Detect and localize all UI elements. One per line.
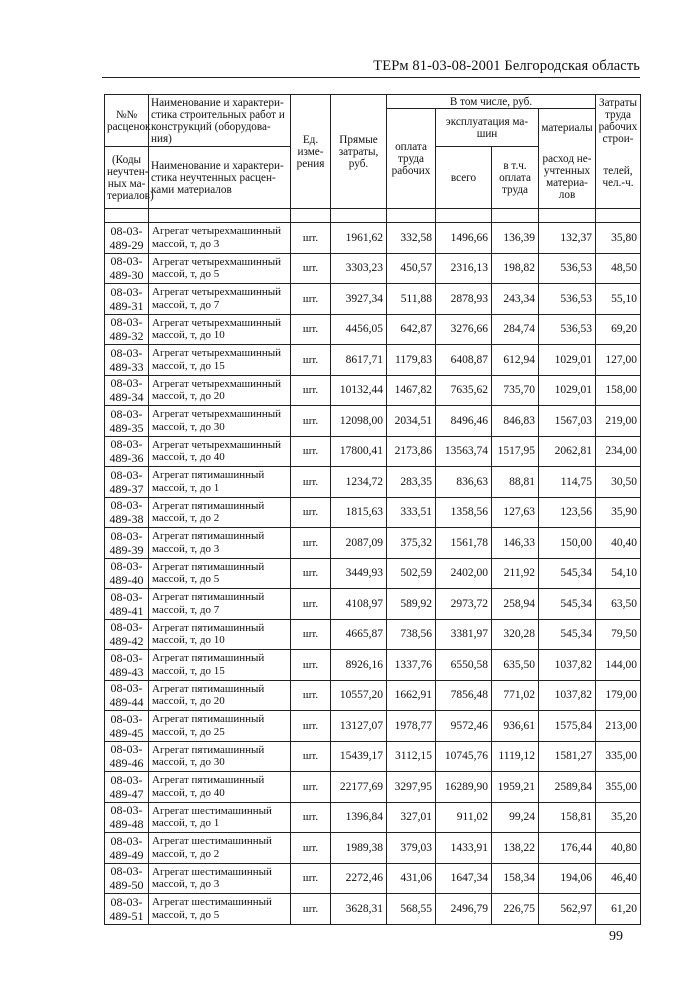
work-name-cell: Агрегат пятимашинный массой, т, до 10 bbox=[149, 619, 291, 650]
direct-costs-cell: 10132,44 bbox=[331, 375, 387, 406]
machine-pay-cell: 243,34 bbox=[492, 284, 539, 315]
worker-pay-cell: 589,92 bbox=[387, 589, 436, 620]
machine-total-cell: 16289,90 bbox=[436, 772, 492, 803]
worker-pay-cell: 1978,77 bbox=[387, 711, 436, 742]
table-row bbox=[105, 772, 641, 803]
machine-pay-cell: 258,94 bbox=[492, 589, 539, 620]
table-row bbox=[105, 223, 641, 254]
table-row bbox=[105, 558, 641, 589]
table-row bbox=[105, 680, 641, 711]
worker-pay-cell: 1337,76 bbox=[387, 650, 436, 681]
direct-costs-cell: 2272,46 bbox=[331, 863, 387, 894]
direct-costs-cell: 1234,72 bbox=[331, 467, 387, 498]
machine-total-cell: 2402,00 bbox=[436, 558, 492, 589]
machine-pay-cell: 136,39 bbox=[492, 223, 539, 254]
labor-cell: 158,00 bbox=[596, 375, 641, 406]
labor-cell: 355,00 bbox=[596, 772, 641, 803]
table-row bbox=[105, 436, 641, 467]
unit-cell: шт. bbox=[291, 223, 331, 254]
machine-total-cell: 1647,34 bbox=[436, 863, 492, 894]
machine-pay-cell: 936,61 bbox=[492, 711, 539, 742]
rate-code-cell: 08-03- 489-49 bbox=[105, 833, 149, 864]
worker-pay-cell: 738,56 bbox=[387, 619, 436, 650]
labor-cell: 63,50 bbox=[596, 589, 641, 620]
rate-code-cell: 08-03- 489-34 bbox=[105, 375, 149, 406]
rates-table bbox=[104, 94, 641, 925]
worker-pay-cell: 332,58 bbox=[387, 223, 436, 254]
header-unit: Ед. изме- рения bbox=[291, 95, 331, 209]
header-machine-total: всего bbox=[436, 147, 492, 209]
rate-code-cell: 08-03- 489-37 bbox=[105, 467, 149, 498]
work-name-cell: Агрегат пятимашинный массой, т, до 40 bbox=[149, 772, 291, 803]
direct-costs-cell: 13127,07 bbox=[331, 711, 387, 742]
table-row bbox=[105, 894, 641, 925]
work-name-cell: Агрегат четырехмашинный массой, т, до 7 bbox=[149, 284, 291, 315]
machine-total-cell: 1433,91 bbox=[436, 833, 492, 864]
machine-pay-cell: 211,92 bbox=[492, 558, 539, 589]
unit-cell: шт. bbox=[291, 284, 331, 315]
direct-costs-cell: 3628,31 bbox=[331, 894, 387, 925]
work-name-cell: Агрегат пятимашинный массой, т, до 30 bbox=[149, 741, 291, 772]
unit-cell: шт. bbox=[291, 589, 331, 620]
unit-cell: шт. bbox=[291, 802, 331, 833]
direct-costs-cell: 10557,20 bbox=[331, 680, 387, 711]
materials-cell: 132,37 bbox=[539, 223, 596, 254]
worker-pay-cell: 3112,15 bbox=[387, 741, 436, 772]
rate-code-cell: 08-03- 489-32 bbox=[105, 314, 149, 345]
header-worker-pay: оплата труда рабочих bbox=[387, 109, 436, 209]
rate-code-cell: 08-03- 489-40 bbox=[105, 558, 149, 589]
materials-cell: 150,00 bbox=[539, 528, 596, 559]
page-header-title: ТЕРм 81-03-08-2001 Белгородская область bbox=[373, 58, 640, 74]
work-name-cell: Агрегат шестимашинный массой, т, до 2 bbox=[149, 833, 291, 864]
rate-code-cell: 08-03- 489-51 bbox=[105, 894, 149, 925]
materials-cell: 536,53 bbox=[539, 284, 596, 315]
table-header bbox=[105, 95, 641, 223]
header-machine-operation: эксплуатация ма- шин bbox=[436, 109, 539, 147]
machine-total-cell: 2878,93 bbox=[436, 284, 492, 315]
labor-cell: 48,50 bbox=[596, 253, 641, 284]
direct-costs-cell: 8926,16 bbox=[331, 650, 387, 681]
unit-cell: шт. bbox=[291, 863, 331, 894]
direct-costs-cell: 15439,17 bbox=[331, 741, 387, 772]
machine-total-cell: 10745,76 bbox=[436, 741, 492, 772]
machine-total-cell: 1358,56 bbox=[436, 497, 492, 528]
worker-pay-cell: 2034,51 bbox=[387, 406, 436, 437]
materials-cell: 2589,84 bbox=[539, 772, 596, 803]
machine-total-cell: 7635,62 bbox=[436, 375, 492, 406]
unit-cell: шт. bbox=[291, 436, 331, 467]
rate-code-cell: 08-03- 489-35 bbox=[105, 406, 149, 437]
materials-cell: 536,53 bbox=[539, 314, 596, 345]
machine-pay-cell: 284,74 bbox=[492, 314, 539, 345]
header-materials-unaccounted: расход не- учтенных материа- лов bbox=[539, 147, 596, 209]
labor-cell: 30,50 bbox=[596, 467, 641, 498]
materials-cell: 176,44 bbox=[539, 833, 596, 864]
worker-pay-cell: 431,06 bbox=[387, 863, 436, 894]
labor-cell: 144,00 bbox=[596, 650, 641, 681]
unit-cell: шт. bbox=[291, 650, 331, 681]
unit-cell: шт. bbox=[291, 711, 331, 742]
worker-pay-cell: 568,55 bbox=[387, 894, 436, 925]
unit-cell: шт. bbox=[291, 741, 331, 772]
machine-total-cell: 911,02 bbox=[436, 802, 492, 833]
table-row bbox=[105, 375, 641, 406]
table-row bbox=[105, 345, 641, 376]
materials-cell: 1029,01 bbox=[539, 375, 596, 406]
table-row bbox=[105, 528, 641, 559]
work-name-cell: Агрегат шестимашинный массой, т, до 5 bbox=[149, 894, 291, 925]
materials-cell: 1037,82 bbox=[539, 650, 596, 681]
header-spacer-row bbox=[105, 209, 641, 223]
rate-code-cell: 08-03- 489-45 bbox=[105, 711, 149, 742]
unit-cell: шт. bbox=[291, 680, 331, 711]
rate-code-cell: 08-03- 489-50 bbox=[105, 863, 149, 894]
work-name-cell: Агрегат пятимашинный массой, т, до 5 bbox=[149, 558, 291, 589]
work-name-cell: Агрегат пятимашинный массой, т, до 15 bbox=[149, 650, 291, 681]
machine-total-cell: 13563,74 bbox=[436, 436, 492, 467]
direct-costs-cell: 3449,93 bbox=[331, 558, 387, 589]
unit-cell: шт. bbox=[291, 558, 331, 589]
machine-pay-cell: 846,83 bbox=[492, 406, 539, 437]
table-row bbox=[105, 589, 641, 620]
machine-pay-cell: 771,02 bbox=[492, 680, 539, 711]
materials-cell: 1581,27 bbox=[539, 741, 596, 772]
rate-code-cell: 08-03- 489-29 bbox=[105, 223, 149, 254]
worker-pay-cell: 3297,95 bbox=[387, 772, 436, 803]
work-name-cell: Агрегат шестимашинный массой, т, до 3 bbox=[149, 863, 291, 894]
table-body bbox=[105, 223, 641, 925]
machine-total-cell: 9572,46 bbox=[436, 711, 492, 742]
worker-pay-cell: 333,51 bbox=[387, 497, 436, 528]
unit-cell: шт. bbox=[291, 528, 331, 559]
materials-cell: 1029,01 bbox=[539, 345, 596, 376]
header-direct-costs: Прямые затраты, руб. bbox=[331, 95, 387, 209]
labor-cell: 69,20 bbox=[596, 314, 641, 345]
machine-pay-cell: 88,81 bbox=[492, 467, 539, 498]
rate-code-cell: 08-03- 489-44 bbox=[105, 680, 149, 711]
direct-costs-cell: 3303,23 bbox=[331, 253, 387, 284]
materials-cell: 545,34 bbox=[539, 589, 596, 620]
machine-pay-cell: 612,94 bbox=[492, 345, 539, 376]
machine-total-cell: 6550,58 bbox=[436, 650, 492, 681]
direct-costs-cell: 1815,63 bbox=[331, 497, 387, 528]
materials-cell: 545,34 bbox=[539, 558, 596, 589]
work-name-cell: Агрегат четырехмашинный массой, т, до 20 bbox=[149, 375, 291, 406]
work-name-cell: Агрегат пятимашинный массой, т, до 20 bbox=[149, 680, 291, 711]
machine-total-cell: 3381,97 bbox=[436, 619, 492, 650]
machine-pay-cell: 1517,95 bbox=[492, 436, 539, 467]
rate-code-cell: 08-03- 489-43 bbox=[105, 650, 149, 681]
table-row bbox=[105, 406, 641, 437]
rate-code-cell: 08-03- 489-31 bbox=[105, 284, 149, 315]
table-row bbox=[105, 497, 641, 528]
work-name-cell: Агрегат четырехмашинный массой, т, до 30 bbox=[149, 406, 291, 437]
rate-code-cell: 08-03- 489-47 bbox=[105, 772, 149, 803]
labor-cell: 219,00 bbox=[596, 406, 641, 437]
work-name-cell: Агрегат пятимашинный массой, т, до 25 bbox=[149, 711, 291, 742]
table-row bbox=[105, 253, 641, 284]
header-materials: материалы bbox=[539, 109, 596, 147]
header-labor-units: телей, чел.-ч. bbox=[596, 147, 641, 209]
labor-cell: 127,00 bbox=[596, 345, 641, 376]
header-machine-pay: в т.ч. оплата труда bbox=[492, 147, 539, 209]
labor-cell: 179,00 bbox=[596, 680, 641, 711]
direct-costs-cell: 1396,84 bbox=[331, 802, 387, 833]
work-name-cell: Агрегат пятимашинный массой, т, до 1 bbox=[149, 467, 291, 498]
labor-cell: 46,40 bbox=[596, 863, 641, 894]
machine-pay-cell: 198,82 bbox=[492, 253, 539, 284]
work-name-cell: Агрегат пятимашинный массой, т, до 2 bbox=[149, 497, 291, 528]
machine-total-cell: 836,63 bbox=[436, 467, 492, 498]
machine-total-cell: 7856,48 bbox=[436, 680, 492, 711]
labor-cell: 40,40 bbox=[596, 528, 641, 559]
labor-cell: 335,00 bbox=[596, 741, 641, 772]
machine-pay-cell: 320,28 bbox=[492, 619, 539, 650]
materials-cell: 194,06 bbox=[539, 863, 596, 894]
table-row bbox=[105, 467, 641, 498]
page-number: 99 bbox=[609, 929, 623, 944]
header-group-including: В том числе, руб. bbox=[387, 95, 596, 109]
header-code: №№ расценок bbox=[105, 95, 149, 147]
materials-cell: 158,81 bbox=[539, 802, 596, 833]
unit-cell: шт. bbox=[291, 314, 331, 345]
table-row bbox=[105, 314, 641, 345]
work-name-cell: Агрегат четырехмашинный массой, т, до 10 bbox=[149, 314, 291, 345]
worker-pay-cell: 2173,86 bbox=[387, 436, 436, 467]
table-row bbox=[105, 619, 641, 650]
materials-cell: 114,75 bbox=[539, 467, 596, 498]
direct-costs-cell: 1961,62 bbox=[331, 223, 387, 254]
rate-code-cell: 08-03- 489-39 bbox=[105, 528, 149, 559]
work-name-cell: Агрегат пятимашинный массой, т, до 7 bbox=[149, 589, 291, 620]
worker-pay-cell: 379,03 bbox=[387, 833, 436, 864]
rate-code-cell: 08-03- 489-41 bbox=[105, 589, 149, 620]
materials-cell: 536,53 bbox=[539, 253, 596, 284]
machine-pay-cell: 158,34 bbox=[492, 863, 539, 894]
materials-cell: 545,34 bbox=[539, 619, 596, 650]
machine-total-cell: 2496,79 bbox=[436, 894, 492, 925]
table-row bbox=[105, 802, 641, 833]
table-row bbox=[105, 284, 641, 315]
machine-pay-cell: 138,22 bbox=[492, 833, 539, 864]
machine-total-cell: 3276,66 bbox=[436, 314, 492, 345]
machine-total-cell: 1561,78 bbox=[436, 528, 492, 559]
labor-cell: 79,50 bbox=[596, 619, 641, 650]
direct-costs-cell: 4456,05 bbox=[331, 314, 387, 345]
materials-cell: 2062,81 bbox=[539, 436, 596, 467]
worker-pay-cell: 1467,82 bbox=[387, 375, 436, 406]
worker-pay-cell: 502,59 bbox=[387, 558, 436, 589]
unit-cell: шт. bbox=[291, 619, 331, 650]
machine-pay-cell: 735,70 bbox=[492, 375, 539, 406]
direct-costs-cell: 3927,34 bbox=[331, 284, 387, 315]
worker-pay-cell: 283,35 bbox=[387, 467, 436, 498]
direct-costs-cell: 22177,69 bbox=[331, 772, 387, 803]
table-row bbox=[105, 833, 641, 864]
work-name-cell: Агрегат четырехмашинный массой, т, до 5 bbox=[149, 253, 291, 284]
machine-pay-cell: 1959,21 bbox=[492, 772, 539, 803]
table-row bbox=[105, 650, 641, 681]
machine-pay-cell: 226,75 bbox=[492, 894, 539, 925]
worker-pay-cell: 327,01 bbox=[387, 802, 436, 833]
rate-code-cell: 08-03- 489-38 bbox=[105, 497, 149, 528]
header-labor: Затраты труда рабочих строи- bbox=[596, 95, 641, 147]
rate-code-cell: 08-03- 489-36 bbox=[105, 436, 149, 467]
direct-costs-cell: 2087,09 bbox=[331, 528, 387, 559]
rate-code-cell: 08-03- 489-30 bbox=[105, 253, 149, 284]
machine-pay-cell: 127,63 bbox=[492, 497, 539, 528]
labor-cell: 55,10 bbox=[596, 284, 641, 315]
machine-total-cell: 6408,87 bbox=[436, 345, 492, 376]
worker-pay-cell: 450,57 bbox=[387, 253, 436, 284]
unit-cell: шт. bbox=[291, 467, 331, 498]
labor-cell: 54,10 bbox=[596, 558, 641, 589]
work-name-cell: Агрегат шестимашинный массой, т, до 1 bbox=[149, 802, 291, 833]
machine-total-cell: 2316,13 bbox=[436, 253, 492, 284]
machine-pay-cell: 1119,12 bbox=[492, 741, 539, 772]
unit-cell: шт. bbox=[291, 833, 331, 864]
rate-code-cell: 08-03- 489-33 bbox=[105, 345, 149, 376]
machine-total-cell: 2973,72 bbox=[436, 589, 492, 620]
worker-pay-cell: 511,88 bbox=[387, 284, 436, 315]
unit-cell: шт. bbox=[291, 772, 331, 803]
machine-pay-cell: 146,33 bbox=[492, 528, 539, 559]
labor-cell: 234,00 bbox=[596, 436, 641, 467]
rate-code-cell: 08-03- 489-42 bbox=[105, 619, 149, 650]
work-name-cell: Агрегат четырехмашинный массой, т, до 15 bbox=[149, 345, 291, 376]
labor-cell: 40,80 bbox=[596, 833, 641, 864]
direct-costs-cell: 4108,97 bbox=[331, 589, 387, 620]
materials-cell: 1567,03 bbox=[539, 406, 596, 437]
worker-pay-cell: 642,87 bbox=[387, 314, 436, 345]
machine-total-cell: 1496,66 bbox=[436, 223, 492, 254]
worker-pay-cell: 1179,83 bbox=[387, 345, 436, 376]
header-name-unaccounted: Наименование и характери- стика неучтенных расцен- ками материалов bbox=[149, 147, 291, 209]
labor-cell: 35,90 bbox=[596, 497, 641, 528]
unit-cell: шт. bbox=[291, 894, 331, 925]
direct-costs-cell: 4665,87 bbox=[331, 619, 387, 650]
header-code-unaccounted: (Коды неучтен- ных ма- териалов) bbox=[105, 147, 149, 209]
labor-cell: 35,20 bbox=[596, 802, 641, 833]
work-name-cell: Агрегат пятимашинный массой, т, до 3 bbox=[149, 528, 291, 559]
materials-cell: 1575,84 bbox=[539, 711, 596, 742]
worker-pay-cell: 375,32 bbox=[387, 528, 436, 559]
materials-cell: 1037,82 bbox=[539, 680, 596, 711]
table-row bbox=[105, 711, 641, 742]
rate-code-cell: 08-03- 489-48 bbox=[105, 802, 149, 833]
direct-costs-cell: 1989,38 bbox=[331, 833, 387, 864]
labor-cell: 35,80 bbox=[596, 223, 641, 254]
work-name-cell: Агрегат четырехмашинный массой, т, до 40 bbox=[149, 436, 291, 467]
unit-cell: шт. bbox=[291, 497, 331, 528]
machine-pay-cell: 99,24 bbox=[492, 802, 539, 833]
direct-costs-cell: 8617,71 bbox=[331, 345, 387, 376]
table-row bbox=[105, 741, 641, 772]
worker-pay-cell: 1662,91 bbox=[387, 680, 436, 711]
table-row bbox=[105, 863, 641, 894]
unit-cell: шт. bbox=[291, 406, 331, 437]
header-name: Наименование и характери- стика строительных работ и конструкций (оборудова- ния) bbox=[149, 95, 291, 147]
labor-cell: 61,20 bbox=[596, 894, 641, 925]
materials-cell: 123,56 bbox=[539, 497, 596, 528]
unit-cell: шт. bbox=[291, 253, 331, 284]
machine-pay-cell: 635,50 bbox=[492, 650, 539, 681]
header-rule bbox=[102, 77, 640, 78]
work-name-cell: Агрегат четырехмашинный массой, т, до 3 bbox=[149, 223, 291, 254]
machine-total-cell: 8496,46 bbox=[436, 406, 492, 437]
materials-cell: 562,97 bbox=[539, 894, 596, 925]
labor-cell: 213,00 bbox=[596, 711, 641, 742]
unit-cell: шт. bbox=[291, 375, 331, 406]
direct-costs-cell: 12098,00 bbox=[331, 406, 387, 437]
direct-costs-cell: 17800,41 bbox=[331, 436, 387, 467]
unit-cell: шт. bbox=[291, 345, 331, 376]
rate-code-cell: 08-03- 489-46 bbox=[105, 741, 149, 772]
